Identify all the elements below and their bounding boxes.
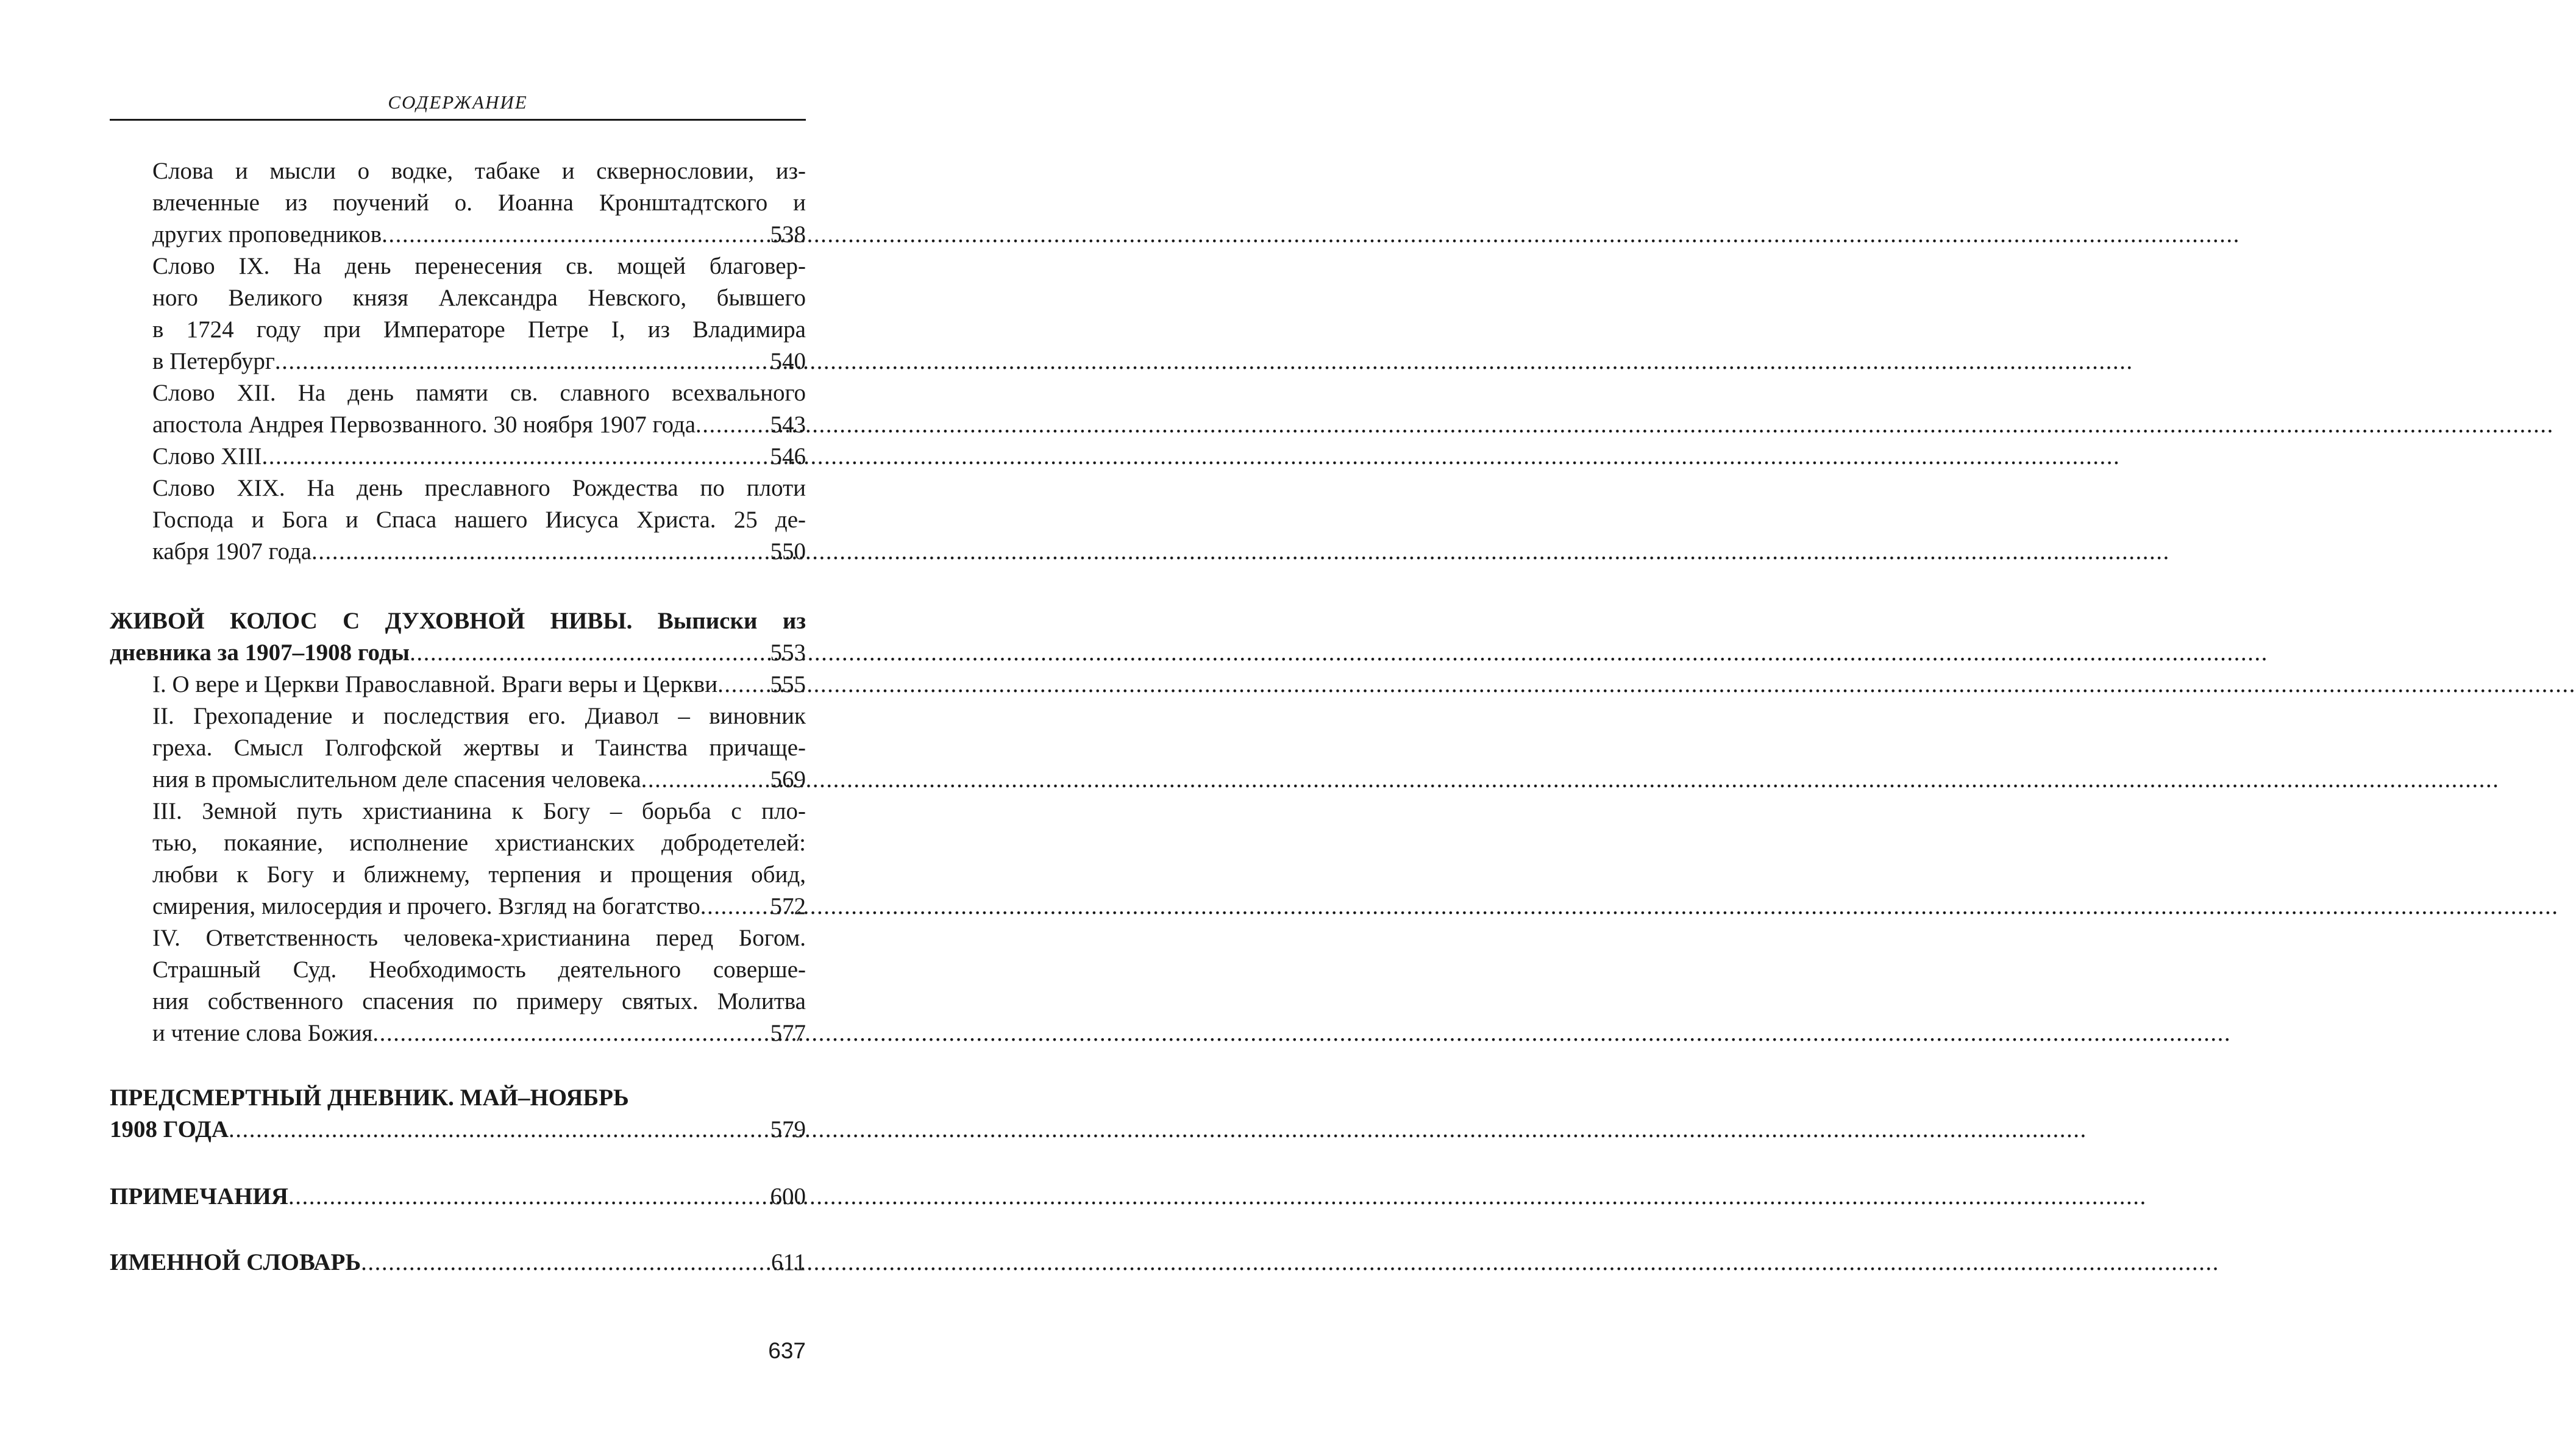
entry-line: влеченные из поучений о. Иоанна Кронштадтского и bbox=[152, 190, 806, 216]
page-ref: 572 bbox=[770, 893, 806, 919]
entry-line: ния в промыслительном деле спасения человека bbox=[152, 766, 641, 793]
dot-leader bbox=[229, 1114, 769, 1146]
entry-line: тью, покаяние, исполнение христианских добродетелей: bbox=[152, 830, 806, 856]
page-ref: 553 bbox=[770, 640, 806, 666]
toc-section[interactable] bbox=[110, 1181, 806, 1213]
page-ref: 543 bbox=[770, 412, 806, 438]
dot-leader bbox=[700, 891, 769, 922]
toc-entry[interactable] bbox=[152, 796, 806, 922]
toc-entry[interactable] bbox=[152, 472, 806, 568]
entry-line: смирения, милосердия и прочего. Взгляд на богатство bbox=[152, 893, 700, 919]
entry-line: ния собственного спасения по примеру святых. Молитва bbox=[152, 988, 806, 1014]
section-line: ПРИМЕЧАНИЯ bbox=[110, 1183, 288, 1210]
section-line: дневника за 1907–1908 годы bbox=[110, 640, 410, 666]
dot-leader bbox=[262, 441, 769, 472]
entry-line: в Петербург bbox=[152, 348, 275, 374]
toc-entry[interactable] bbox=[152, 922, 806, 1049]
running-header: СОДЕРЖАНИЕ bbox=[388, 91, 528, 113]
dot-leader bbox=[641, 764, 769, 796]
page-ref: 555 bbox=[770, 671, 806, 697]
toc-entry[interactable] bbox=[152, 251, 806, 377]
entry-line: Страшный Суд. Необходимость деятельного соверше- bbox=[152, 957, 806, 983]
section-line: ЖИВОЙ КОЛОС С ДУХОВНОЙ НИВЫ. Выписки из bbox=[110, 608, 806, 634]
toc-section[interactable] bbox=[110, 1082, 806, 1146]
page-ref: 611 bbox=[770, 1249, 806, 1275]
section-line: ИМЕННОЙ СЛОВАРЬ bbox=[110, 1249, 361, 1275]
dot-leader bbox=[288, 1181, 769, 1213]
entry-line: II. Грехопадение и последствия его. Диавол – виновник bbox=[152, 703, 806, 729]
page-ref: 569 bbox=[770, 766, 806, 793]
dot-leader bbox=[311, 536, 769, 568]
entry-line: IV. Ответственность человека-христианина перед Богом. bbox=[152, 925, 806, 951]
dot-leader bbox=[275, 346, 769, 377]
page-ref: 546 bbox=[770, 443, 806, 469]
entry-line: греха. Смысл Голгофской жертвы и Таинства причаще- bbox=[152, 735, 806, 761]
dot-leader bbox=[372, 1018, 769, 1049]
dot-leader bbox=[410, 637, 769, 669]
page-ref: 577 bbox=[770, 1020, 806, 1046]
entry-line: Слово IX. На день перенесения св. мощей благовер- bbox=[152, 253, 806, 279]
toc-entry[interactable] bbox=[152, 669, 806, 700]
entry-line: Слово XIX. На день преславного Рождества по плоти bbox=[152, 475, 806, 501]
entry-line: других проповедников bbox=[152, 221, 382, 248]
page-ref: 540 bbox=[770, 348, 806, 374]
dot-leader bbox=[382, 219, 769, 251]
entry-line: Слово XIII bbox=[152, 443, 262, 469]
entry-line: в 1724 году при Императоре Петре I, из Владимира bbox=[152, 316, 806, 343]
toc-entry[interactable] bbox=[152, 441, 806, 472]
section-line: ПРЕДСМЕРТНЫЙ ДНЕВНИК. МАЙ–НОЯБРЬ bbox=[110, 1085, 629, 1111]
dot-leader bbox=[717, 669, 769, 700]
entry-line: апостола Андрея Первозванного. 30 ноября 1907 года bbox=[152, 412, 696, 438]
page-ref: 538 bbox=[770, 221, 806, 248]
entry-line: кабря 1907 года bbox=[152, 538, 312, 565]
page-ref: 550 bbox=[770, 538, 806, 565]
entry-line: Слова и мысли о водке, табаке и сквернословии, из- bbox=[152, 158, 806, 184]
section-line: 1908 ГОДА bbox=[110, 1116, 229, 1142]
dot-leader bbox=[696, 409, 769, 441]
page-number: 637 bbox=[768, 1338, 806, 1363]
entry-line: I. О вере и Церкви Православной. Враги веры и Церкви bbox=[152, 671, 718, 697]
toc-section[interactable] bbox=[110, 605, 806, 669]
page-ref: 579 bbox=[770, 1116, 806, 1142]
entry-line: Господа и Бога и Спаса нашего Иисуса Христа. 25 де- bbox=[152, 507, 806, 533]
entry-line: любви к Богу и ближнему, терпения и прощения обид, bbox=[152, 861, 806, 888]
entry-line: и чтение слова Божия bbox=[152, 1020, 373, 1046]
toc-entry[interactable] bbox=[152, 700, 806, 796]
dot-leader bbox=[361, 1247, 770, 1278]
toc-entry[interactable] bbox=[152, 155, 806, 251]
page-ref: 600 bbox=[770, 1183, 806, 1210]
entry-line: Слово XII. На день памяти св. славного всехвального bbox=[152, 380, 806, 406]
entry-line: III. Земной путь христианина к Богу – борьба с пло- bbox=[152, 798, 806, 824]
entry-line: ного Великого князя Александра Невского, бывшего bbox=[152, 285, 806, 311]
toc-section[interactable] bbox=[110, 1247, 806, 1278]
toc-entry[interactable] bbox=[152, 377, 806, 441]
header-rule bbox=[110, 119, 806, 121]
